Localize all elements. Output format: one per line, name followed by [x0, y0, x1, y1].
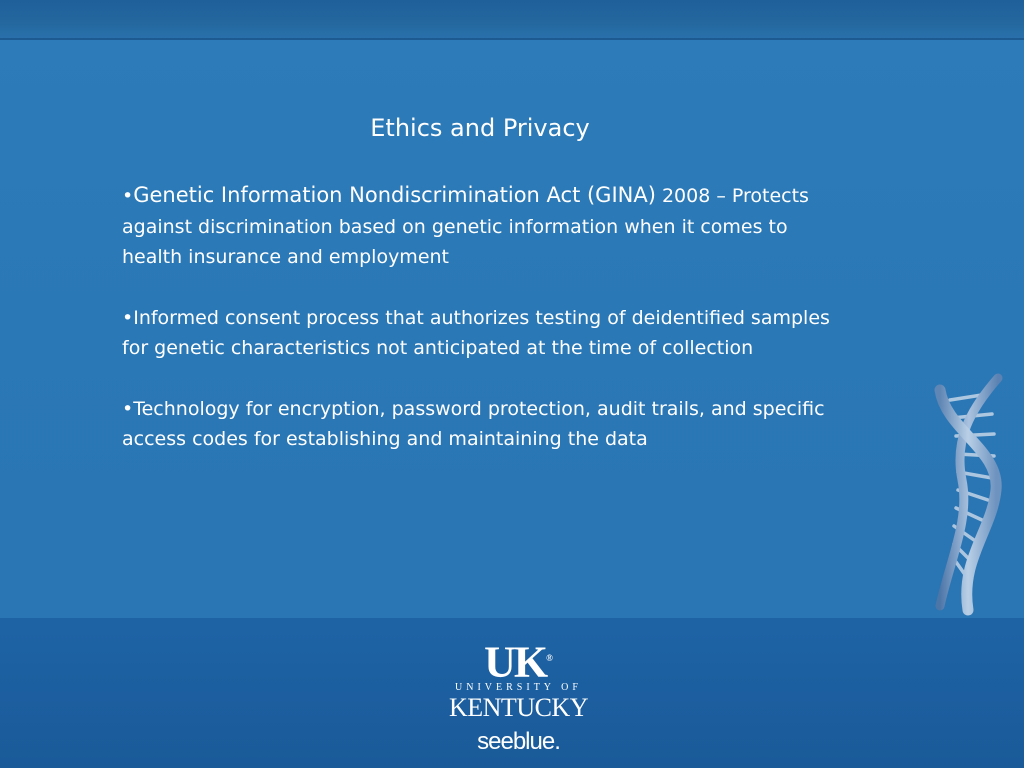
bullet-list	[122, 180, 832, 485]
top-band	[0, 0, 1024, 40]
uk-logo-mark	[436, 632, 601, 689]
uk-university-of: UNIVERSITY OF	[455, 682, 582, 693]
bullet-text: 2008 – Protects against discrimination based on genetic information when it comes to health insurance and employment	[122, 185, 809, 268]
bullet-marker: •	[122, 306, 134, 329]
uk-logo-letters: UK	[484, 637, 547, 687]
seeblue-tagline: seeblue.	[477, 728, 560, 755]
bullet-text: Technology for encryption, password protection, audit trails, and specific access codes for establishing and maintaining the data	[122, 397, 825, 450]
slide-title: Ethics and Privacy	[370, 114, 590, 142]
bullet-item-gina	[122, 180, 832, 273]
bullet-text: Informed consent process that authorizes testing of deidentified samples for genetic characteristics not anticipated at the time of collection	[122, 306, 830, 359]
bullet-item-technology	[122, 394, 832, 455]
bullet-lead-text: Genetic Information Nondiscrimination Act (GINA)	[133, 183, 656, 207]
dna-helix-icon	[910, 370, 1010, 620]
bullet-item-informed-consent	[122, 303, 832, 364]
registered-mark: ®	[546, 653, 553, 663]
bullet-marker: •	[122, 397, 134, 420]
uk-logo	[436, 632, 601, 757]
uk-kentucky-wordmark: KENTUCKY	[449, 693, 588, 722]
bullet-marker: •	[122, 185, 134, 207]
